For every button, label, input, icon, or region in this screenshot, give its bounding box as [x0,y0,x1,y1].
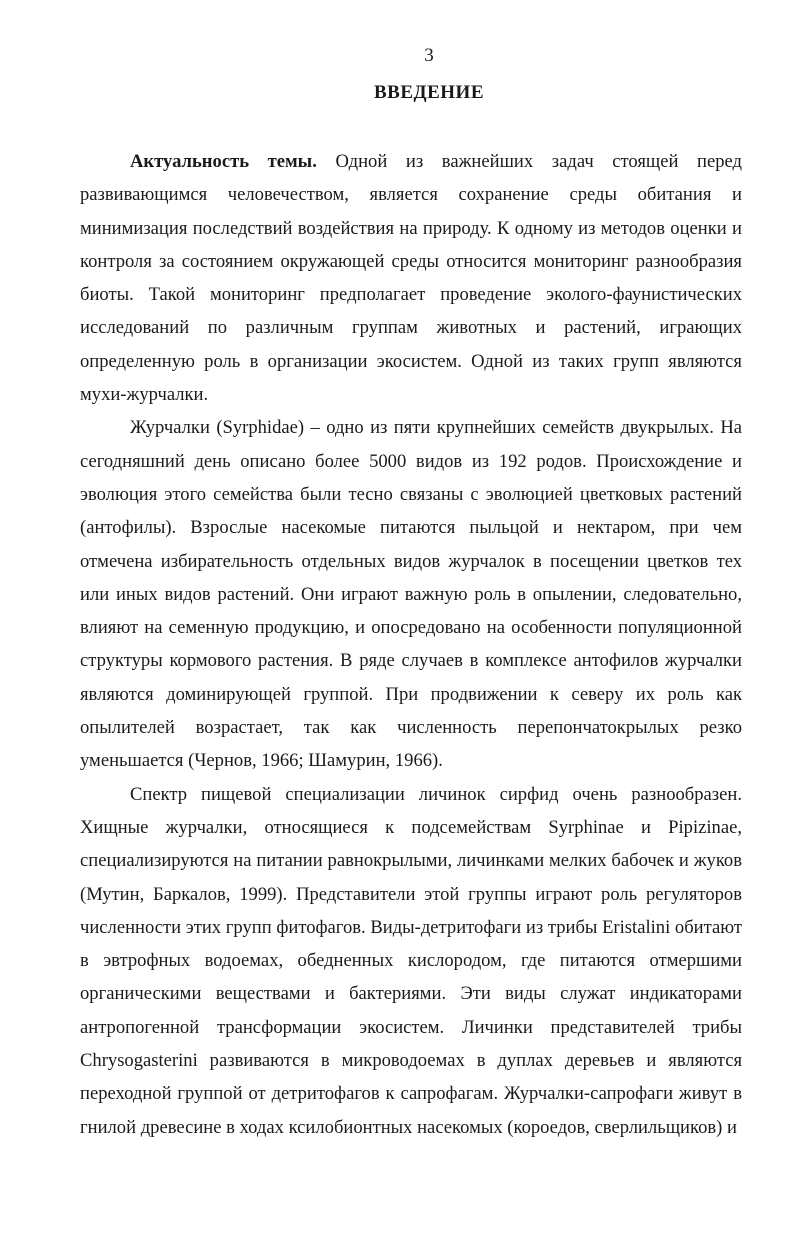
section-heading: ВВЕДЕНИЕ [374,82,484,103]
paragraph-relevance [80,145,742,411]
body-text [80,145,742,1144]
page-number: 3 [424,45,434,66]
paragraph-text: Одной из важнейших задач стоящей перед развивающимся человечеством, является сохранение среды обитания и минимизация последствий воздействия на природу. К одному из методов оценки и контроля за состоянием окружающей среды относится мониторинг разнообразия биоты. Такой мониторинг предполагает проведение эколого-фаунистических исследований по различным группам животных и растений, играющих определенную роль в организации экосистем. Одной из таких групп являются мухи-журчалки. [80,151,742,406]
paragraph-syrphidae: Журчалки (Syrphidae) – одно из пяти крупнейших семейств двукрылых. На сегодняшний день описано более 5000 видов из 192 родов. Происхождение и эволюция этого семейства были тесно связаны с эволюцией цветковых растений (антофилы). Взрослые насекомые питаются пыльцой и нектаром, при чем отмечена избирательность отдельных видов журчалок в посещении цветков тех или иных видов растений. Они играют важную роль в опылении, следовательно, влияют на семенную продукцию, и опосредовано на особенности популяционной структуры кормового растения. В ряде случаев в комплексе антофилов журчалки являются доминирующей группой. При продвижении к северу их роль как опылителей возрастает, так как численность перепончатокрылых резко уменьшается (Чернов, 1966; Шамурин, 1966). [80,417,742,772]
paragraph-lead: Актуальность темы. [130,151,317,172]
paragraph-larvae: Спектр пищевой специализации личинок сирфид очень разнообразен. Хищные журчалки, относящиеся к подсемействам Syrphinae и Pipizinae, специализируются на питании равнокрылыми, личинками мелких бабочек и жуков (Мутин, Баркалов, 1999). Представители этой группы играют роль регуляторов численности этих групп фитофагов. Виды-детритофаги из трибы Eristalini обитают в эвтрофных водоемах, обедненных кислородом, где питаются отмершими органическими веществами и бактериями. Эти виды служат индикаторами антропогенной трансформации экосистем. Личинки представителей трибы Chrysogasterini развиваются в микроводоемах в дуплах деревьев и являются переходной группой от детритофагов к сапрофагам. Журчалки-сапрофаги живут в гнилой древесине в ходах ксилобионтных насекомых (короедов, сверлильщиков) и [80,783,742,1138]
